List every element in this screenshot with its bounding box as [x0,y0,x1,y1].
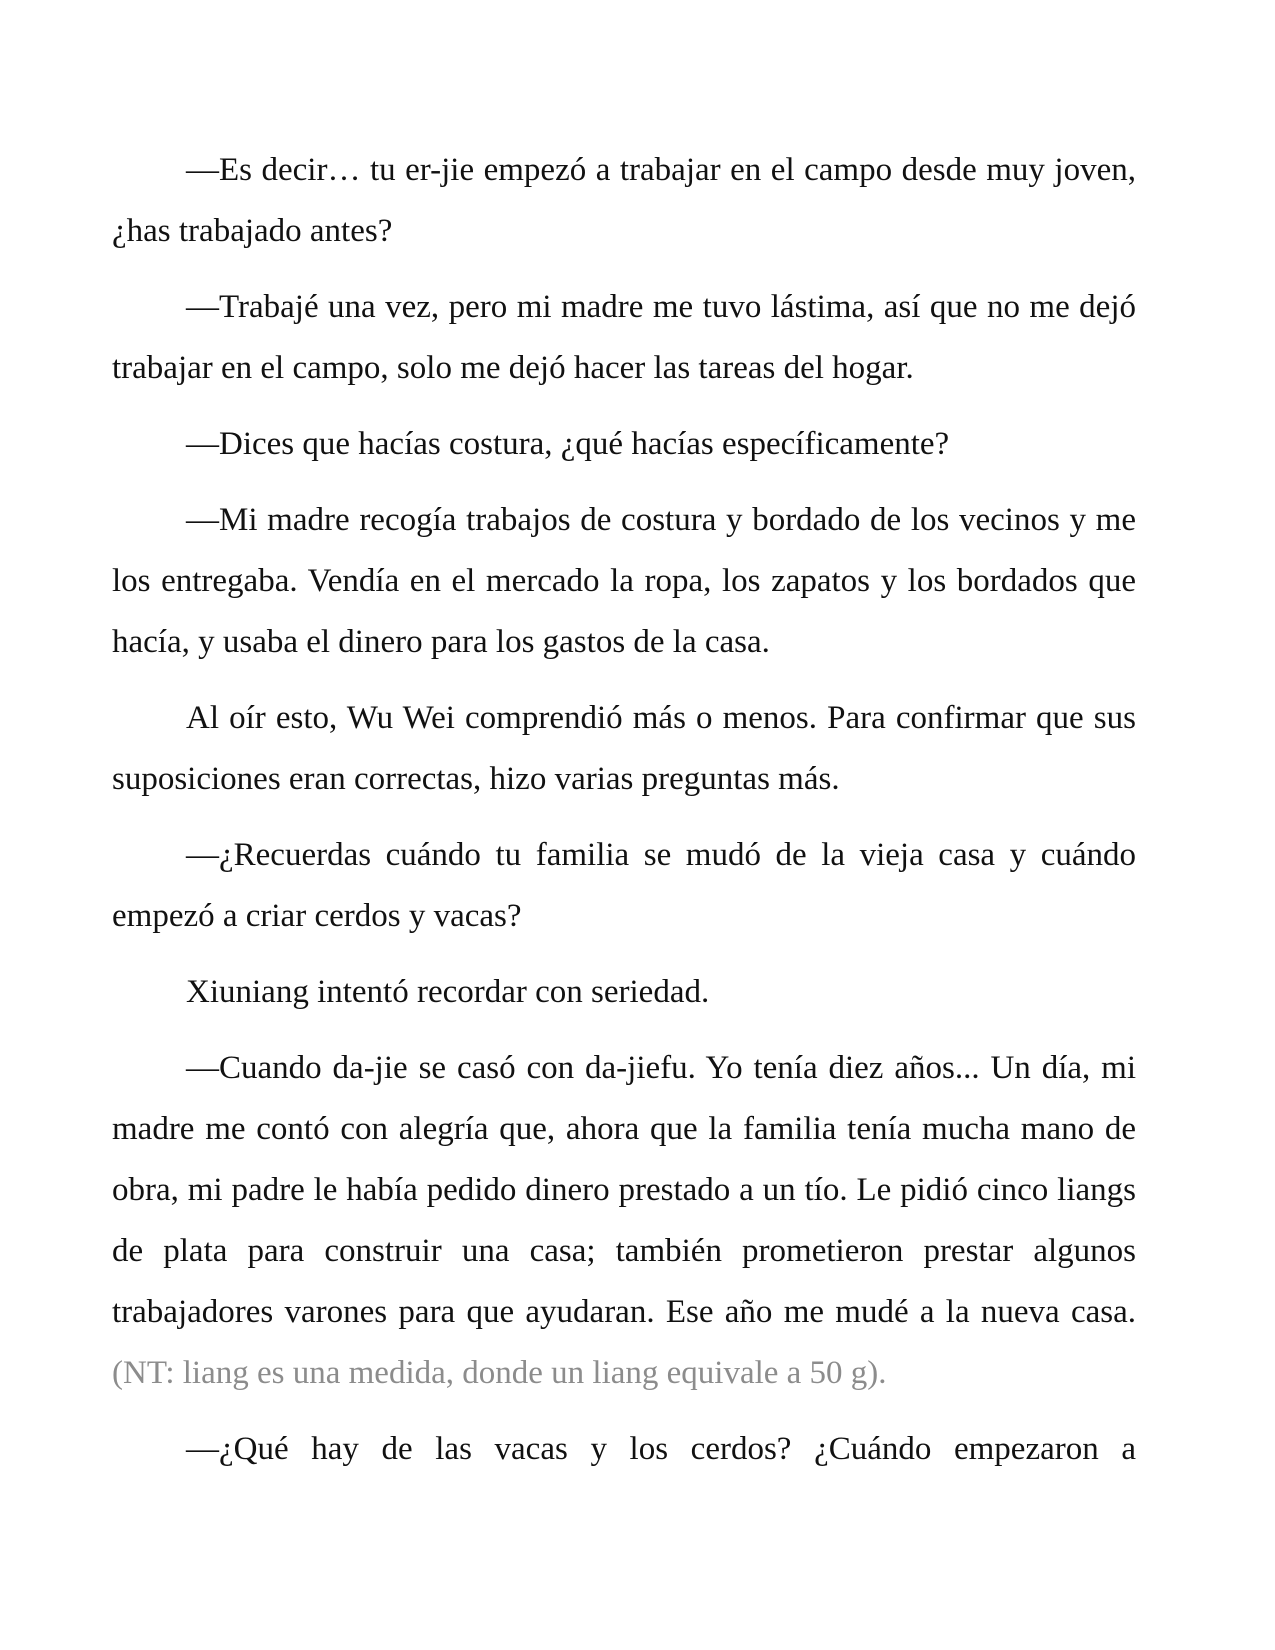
paragraph-text: —Cuando da-jie se casó con da-jiefu. Yo tenía diez años... Un día, mi madre me contó con alegría que, ahora que la familia tenía mucha mano de obra, mi padre le había pedido dinero prestado a un tío. Le pidió cinco liangs de plata para construir una casa; también prometieron prestar algunos trabajadores varones para que ayudaran. Ese año me mudé a la nueva casa. [112,1050,1136,1330]
paragraph: Al oír esto, Wu Wei comprendió más o menos. Para confirmar que sus suposiciones eran correctas, hizo varias preguntas más. [112,700,1136,797]
paragraph: —Dices que hacías costura, ¿qué hacías específicamente? [186,426,950,462]
paragraph [112,1038,1136,1404]
paragraph: Xiuniang intentó recordar con seriedad. [186,974,710,1010]
translator-note: (NT: liang es una medida, donde un liang equivale a 50 g). [112,1355,887,1391]
paragraph: —Trabajé una vez, pero mi madre me tuvo lástima, así que no me dejó trabajar en el campo, solo me dejó hacer las tareas del hogar. [112,289,1136,386]
body-text [112,140,1136,1495]
paragraph: —¿Recuerdas cuándo tu familia se mudó de la vieja casa y cuándo empezó a criar cerdos y vacas? [112,837,1136,934]
paragraph: —Mi madre recogía trabajos de costura y bordado de los vecinos y me los entregaba. Vendía en el mercado la ropa, los zapatos y los bordados que hacía, y usaba el dinero para los gastos de la casa. [112,502,1136,660]
paragraph: —Es decir… tu er-jie empezó a trabajar en el campo desde muy joven, ¿has trabajado antes? [112,152,1136,249]
paragraph: —¿Qué hay de las vacas y los cerdos? ¿Cuándo empezaron a [186,1431,1136,1467]
